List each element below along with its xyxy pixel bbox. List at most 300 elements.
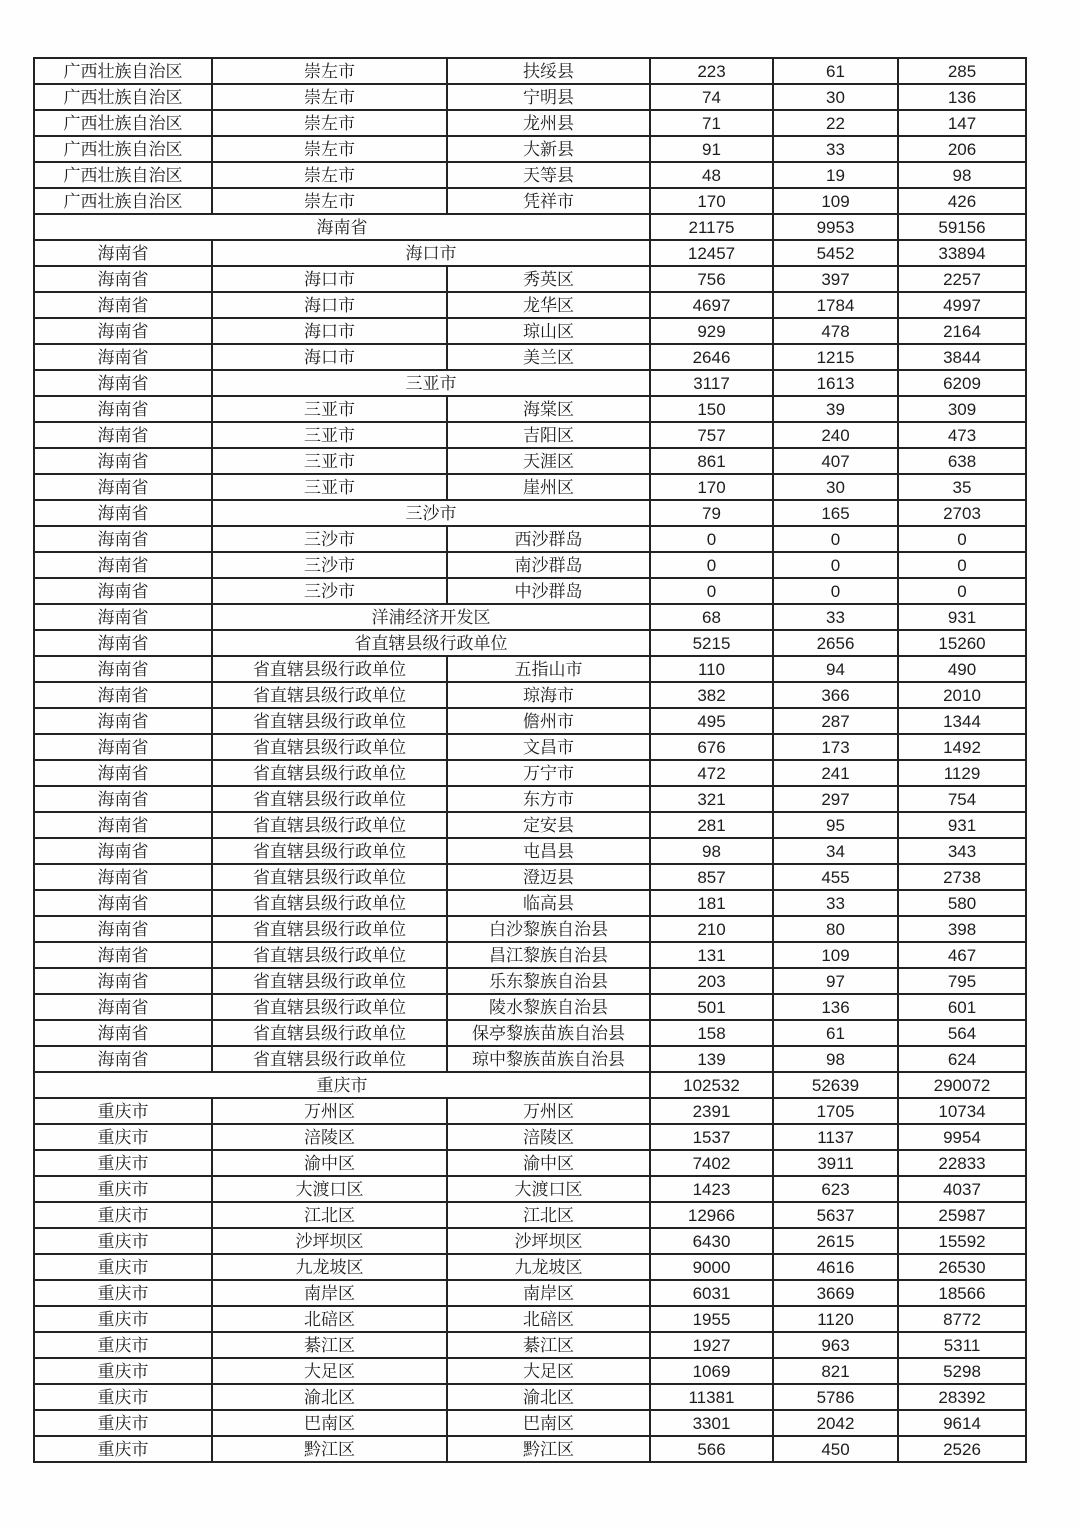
count-cell: 566 bbox=[650, 1436, 773, 1462]
count-cell: 3911 bbox=[773, 1150, 898, 1176]
count-cell: 1927 bbox=[650, 1332, 773, 1358]
count-cell: 2010 bbox=[898, 682, 1026, 708]
count-cell: 3844 bbox=[898, 344, 1026, 370]
count-cell: 12457 bbox=[650, 240, 773, 266]
count-cell: 15260 bbox=[898, 630, 1026, 656]
region-cell: 三沙市 bbox=[212, 552, 447, 578]
region-cell: 江北区 bbox=[212, 1202, 447, 1228]
region-cell: 广西壮族自治区 bbox=[34, 188, 212, 214]
count-cell: 343 bbox=[898, 838, 1026, 864]
count-cell: 3669 bbox=[773, 1280, 898, 1306]
count-cell: 3117 bbox=[650, 370, 773, 396]
region-cell: 琼中黎族苗族自治县 bbox=[447, 1046, 650, 1072]
region-cell: 綦江区 bbox=[212, 1332, 447, 1358]
count-cell: 94 bbox=[773, 656, 898, 682]
count-cell: 15592 bbox=[898, 1228, 1026, 1254]
table-row bbox=[34, 812, 1026, 838]
region-cell: 三亚市 bbox=[212, 370, 650, 396]
region-cell: 海口市 bbox=[212, 266, 447, 292]
count-cell: 1129 bbox=[898, 760, 1026, 786]
region-cell: 海南省 bbox=[34, 994, 212, 1020]
region-cell: 重庆市 bbox=[34, 1436, 212, 1462]
table-row bbox=[34, 1202, 1026, 1228]
region-cell: 三沙市 bbox=[212, 526, 447, 552]
count-cell: 35 bbox=[898, 474, 1026, 500]
region-cell: 重庆市 bbox=[34, 1410, 212, 1436]
count-cell: 287 bbox=[773, 708, 898, 734]
region-cell: 沙坪坝区 bbox=[447, 1228, 650, 1254]
region-cell: 海南省 bbox=[34, 526, 212, 552]
table-row bbox=[34, 1150, 1026, 1176]
region-cell: 渝北区 bbox=[212, 1384, 447, 1410]
count-cell: 1137 bbox=[773, 1124, 898, 1150]
region-cell: 天等县 bbox=[447, 162, 650, 188]
count-cell: 638 bbox=[898, 448, 1026, 474]
count-cell: 407 bbox=[773, 448, 898, 474]
region-cell: 海口市 bbox=[212, 240, 650, 266]
count-cell: 19 bbox=[773, 162, 898, 188]
region-cell: 海南省 bbox=[34, 734, 212, 760]
region-cell: 三亚市 bbox=[212, 396, 447, 422]
region-cell: 省直辖县级行政单位 bbox=[212, 968, 447, 994]
count-cell: 181 bbox=[650, 890, 773, 916]
table-row bbox=[34, 474, 1026, 500]
count-cell: 59156 bbox=[898, 214, 1026, 240]
count-cell: 1492 bbox=[898, 734, 1026, 760]
table-row bbox=[34, 1020, 1026, 1046]
table-row bbox=[34, 370, 1026, 396]
region-cell: 重庆市 bbox=[34, 1228, 212, 1254]
region-cell: 大渡口区 bbox=[212, 1176, 447, 1202]
region-cell: 大渡口区 bbox=[447, 1176, 650, 1202]
count-cell: 2042 bbox=[773, 1410, 898, 1436]
count-cell: 4616 bbox=[773, 1254, 898, 1280]
region-cell: 海南省 bbox=[34, 682, 212, 708]
region-cell: 海南省 bbox=[34, 1046, 212, 1072]
region-cell: 大足区 bbox=[447, 1358, 650, 1384]
region-cell: 海南省 bbox=[34, 318, 212, 344]
count-cell: 2703 bbox=[898, 500, 1026, 526]
count-cell: 170 bbox=[650, 188, 773, 214]
region-cell: 海南省 bbox=[34, 500, 212, 526]
region-cell: 大新县 bbox=[447, 136, 650, 162]
table-row bbox=[34, 1332, 1026, 1358]
table-row bbox=[34, 786, 1026, 812]
region-cell: 省直辖县级行政单位 bbox=[212, 838, 447, 864]
count-cell: 5786 bbox=[773, 1384, 898, 1410]
region-cell: 海南省 bbox=[34, 812, 212, 838]
count-cell: 495 bbox=[650, 708, 773, 734]
count-cell: 6031 bbox=[650, 1280, 773, 1306]
count-cell: 91 bbox=[650, 136, 773, 162]
count-cell: 210 bbox=[650, 916, 773, 942]
count-cell: 241 bbox=[773, 760, 898, 786]
region-cell: 海口市 bbox=[212, 344, 447, 370]
count-cell: 61 bbox=[773, 58, 898, 84]
count-cell: 2656 bbox=[773, 630, 898, 656]
table-row bbox=[34, 994, 1026, 1020]
count-cell: 9000 bbox=[650, 1254, 773, 1280]
count-cell: 931 bbox=[898, 812, 1026, 838]
count-cell: 22833 bbox=[898, 1150, 1026, 1176]
region-cell: 重庆市 bbox=[34, 1254, 212, 1280]
count-cell: 757 bbox=[650, 422, 773, 448]
count-cell: 26530 bbox=[898, 1254, 1026, 1280]
count-cell: 1955 bbox=[650, 1306, 773, 1332]
region-cell: 广西壮族自治区 bbox=[34, 162, 212, 188]
count-cell: 110 bbox=[650, 656, 773, 682]
count-cell: 450 bbox=[773, 1436, 898, 1462]
region-cell: 巴南区 bbox=[447, 1410, 650, 1436]
count-cell: 48 bbox=[650, 162, 773, 188]
table-row bbox=[34, 1384, 1026, 1410]
count-cell: 1613 bbox=[773, 370, 898, 396]
table-row bbox=[34, 396, 1026, 422]
region-cell: 重庆市 bbox=[34, 1280, 212, 1306]
region-cell: 秀英区 bbox=[447, 266, 650, 292]
region-cell: 海南省 bbox=[34, 968, 212, 994]
region-cell: 渝中区 bbox=[212, 1150, 447, 1176]
region-cell: 琼山区 bbox=[447, 318, 650, 344]
count-cell: 150 bbox=[650, 396, 773, 422]
region-cell: 渝中区 bbox=[447, 1150, 650, 1176]
count-cell: 170 bbox=[650, 474, 773, 500]
region-cell: 海南省 bbox=[34, 630, 212, 656]
region-cell: 北碚区 bbox=[447, 1306, 650, 1332]
region-cell: 省直辖县级行政单位 bbox=[212, 812, 447, 838]
count-cell: 455 bbox=[773, 864, 898, 890]
region-cell: 海南省 bbox=[34, 266, 212, 292]
region-cell: 海南省 bbox=[34, 838, 212, 864]
count-cell: 79 bbox=[650, 500, 773, 526]
count-cell: 2615 bbox=[773, 1228, 898, 1254]
count-cell: 4997 bbox=[898, 292, 1026, 318]
region-cell: 省直辖县级行政单位 bbox=[212, 786, 447, 812]
count-cell: 4697 bbox=[650, 292, 773, 318]
region-cell: 大足区 bbox=[212, 1358, 447, 1384]
region-cell: 西沙群岛 bbox=[447, 526, 650, 552]
count-cell: 5215 bbox=[650, 630, 773, 656]
region-cell: 海南省 bbox=[34, 344, 212, 370]
count-cell: 676 bbox=[650, 734, 773, 760]
count-cell: 68 bbox=[650, 604, 773, 630]
count-cell: 756 bbox=[650, 266, 773, 292]
region-cell: 重庆市 bbox=[34, 1384, 212, 1410]
region-cell: 定安县 bbox=[447, 812, 650, 838]
region-cell: 三沙市 bbox=[212, 500, 650, 526]
region-cell: 省直辖县级行政单位 bbox=[212, 1046, 447, 1072]
count-cell: 33 bbox=[773, 604, 898, 630]
count-cell: 2164 bbox=[898, 318, 1026, 344]
table-row bbox=[34, 266, 1026, 292]
region-cell: 澄迈县 bbox=[447, 864, 650, 890]
region-cell: 重庆市 bbox=[34, 1150, 212, 1176]
region-cell: 重庆市 bbox=[34, 1202, 212, 1228]
region-cell: 海口市 bbox=[212, 318, 447, 344]
table-row bbox=[34, 188, 1026, 214]
table-row bbox=[34, 734, 1026, 760]
region-cell: 重庆市 bbox=[34, 1176, 212, 1202]
count-cell: 5637 bbox=[773, 1202, 898, 1228]
count-cell: 11381 bbox=[650, 1384, 773, 1410]
count-cell: 963 bbox=[773, 1332, 898, 1358]
count-cell: 33 bbox=[773, 136, 898, 162]
region-cell: 海南省 bbox=[34, 448, 212, 474]
count-cell: 98 bbox=[898, 162, 1026, 188]
admin-divisions-table bbox=[33, 57, 1027, 1463]
count-cell: 398 bbox=[898, 916, 1026, 942]
count-cell: 102532 bbox=[650, 1072, 773, 1098]
count-cell: 109 bbox=[773, 942, 898, 968]
region-cell: 南沙群岛 bbox=[447, 552, 650, 578]
table-row bbox=[34, 968, 1026, 994]
table-row bbox=[34, 110, 1026, 136]
count-cell: 8772 bbox=[898, 1306, 1026, 1332]
table-row bbox=[34, 578, 1026, 604]
region-cell: 广西壮族自治区 bbox=[34, 84, 212, 110]
region-cell: 重庆市 bbox=[34, 1306, 212, 1332]
count-cell: 34 bbox=[773, 838, 898, 864]
region-cell: 崇左市 bbox=[212, 84, 447, 110]
count-cell: 2738 bbox=[898, 864, 1026, 890]
count-cell: 861 bbox=[650, 448, 773, 474]
region-cell: 文昌市 bbox=[447, 734, 650, 760]
region-cell: 三亚市 bbox=[212, 474, 447, 500]
table-row bbox=[34, 1254, 1026, 1280]
region-cell: 中沙群岛 bbox=[447, 578, 650, 604]
region-cell: 海南省 bbox=[34, 292, 212, 318]
region-cell: 美兰区 bbox=[447, 344, 650, 370]
count-cell: 9953 bbox=[773, 214, 898, 240]
table-row bbox=[34, 162, 1026, 188]
count-cell: 139 bbox=[650, 1046, 773, 1072]
count-cell: 397 bbox=[773, 266, 898, 292]
count-cell: 136 bbox=[773, 994, 898, 1020]
count-cell: 21175 bbox=[650, 214, 773, 240]
count-cell: 74 bbox=[650, 84, 773, 110]
region-cell: 吉阳区 bbox=[447, 422, 650, 448]
region-cell: 海棠区 bbox=[447, 396, 650, 422]
region-cell: 九龙坡区 bbox=[447, 1254, 650, 1280]
region-cell: 海南省 bbox=[34, 422, 212, 448]
table-row bbox=[34, 552, 1026, 578]
table-row bbox=[34, 318, 1026, 344]
table-row bbox=[34, 1410, 1026, 1436]
count-cell: 30 bbox=[773, 474, 898, 500]
count-cell: 564 bbox=[898, 1020, 1026, 1046]
region-cell: 重庆市 bbox=[34, 1332, 212, 1358]
region-cell: 省直辖县级行政单位 bbox=[212, 656, 447, 682]
count-cell: 623 bbox=[773, 1176, 898, 1202]
count-cell: 290072 bbox=[898, 1072, 1026, 1098]
region-cell: 崖州区 bbox=[447, 474, 650, 500]
count-cell: 366 bbox=[773, 682, 898, 708]
region-cell: 崇左市 bbox=[212, 188, 447, 214]
region-cell: 崇左市 bbox=[212, 162, 447, 188]
count-cell: 2257 bbox=[898, 266, 1026, 292]
region-cell: 保亭黎族苗族自治县 bbox=[447, 1020, 650, 1046]
table-row bbox=[34, 1072, 1026, 1098]
count-cell: 5311 bbox=[898, 1332, 1026, 1358]
region-cell: 万宁市 bbox=[447, 760, 650, 786]
count-cell: 478 bbox=[773, 318, 898, 344]
region-cell: 省直辖县级行政单位 bbox=[212, 942, 447, 968]
count-cell: 33894 bbox=[898, 240, 1026, 266]
count-cell: 382 bbox=[650, 682, 773, 708]
region-cell: 万州区 bbox=[447, 1098, 650, 1124]
table-row bbox=[34, 1358, 1026, 1384]
count-cell: 0 bbox=[650, 578, 773, 604]
table-row bbox=[34, 136, 1026, 162]
count-cell: 33 bbox=[773, 890, 898, 916]
table-row bbox=[34, 84, 1026, 110]
region-cell: 重庆市 bbox=[34, 1098, 212, 1124]
table-row bbox=[34, 1176, 1026, 1202]
count-cell: 0 bbox=[650, 526, 773, 552]
region-cell: 扶绥县 bbox=[447, 58, 650, 84]
table-row bbox=[34, 604, 1026, 630]
table-row bbox=[34, 344, 1026, 370]
region-cell: 海南省 bbox=[34, 604, 212, 630]
table-row bbox=[34, 422, 1026, 448]
region-cell: 三亚市 bbox=[212, 422, 447, 448]
table-row bbox=[34, 58, 1026, 84]
count-cell: 0 bbox=[773, 526, 898, 552]
count-cell: 821 bbox=[773, 1358, 898, 1384]
count-cell: 61 bbox=[773, 1020, 898, 1046]
region-cell: 龙州县 bbox=[447, 110, 650, 136]
count-cell: 223 bbox=[650, 58, 773, 84]
count-cell: 6430 bbox=[650, 1228, 773, 1254]
table-row bbox=[34, 708, 1026, 734]
table-row bbox=[34, 448, 1026, 474]
region-cell: 屯昌县 bbox=[447, 838, 650, 864]
region-cell: 沙坪坝区 bbox=[212, 1228, 447, 1254]
count-cell: 1537 bbox=[650, 1124, 773, 1150]
count-cell: 285 bbox=[898, 58, 1026, 84]
region-cell: 崇左市 bbox=[212, 58, 447, 84]
region-cell: 崇左市 bbox=[212, 136, 447, 162]
region-cell: 海南省 bbox=[34, 396, 212, 422]
region-cell: 省直辖县级行政单位 bbox=[212, 916, 447, 942]
count-cell: 1423 bbox=[650, 1176, 773, 1202]
count-cell: 22 bbox=[773, 110, 898, 136]
count-cell: 4037 bbox=[898, 1176, 1026, 1202]
count-cell: 240 bbox=[773, 422, 898, 448]
region-cell: 南岸区 bbox=[212, 1280, 447, 1306]
count-cell: 0 bbox=[898, 552, 1026, 578]
region-cell: 黔江区 bbox=[447, 1436, 650, 1462]
count-cell: 624 bbox=[898, 1046, 1026, 1072]
count-cell: 39 bbox=[773, 396, 898, 422]
region-cell: 海南省 bbox=[34, 760, 212, 786]
count-cell: 71 bbox=[650, 110, 773, 136]
region-cell: 省直辖县级行政单位 bbox=[212, 682, 447, 708]
count-cell: 2526 bbox=[898, 1436, 1026, 1462]
count-cell: 136 bbox=[898, 84, 1026, 110]
count-cell: 206 bbox=[898, 136, 1026, 162]
region-cell: 三沙市 bbox=[212, 578, 447, 604]
region-cell: 海南省 bbox=[34, 578, 212, 604]
region-cell: 东方市 bbox=[447, 786, 650, 812]
count-cell: 10734 bbox=[898, 1098, 1026, 1124]
region-cell: 凭祥市 bbox=[447, 188, 650, 214]
table-row bbox=[34, 1228, 1026, 1254]
count-cell: 2391 bbox=[650, 1098, 773, 1124]
region-cell: 省直辖县级行政单位 bbox=[212, 994, 447, 1020]
count-cell: 929 bbox=[650, 318, 773, 344]
count-cell: 12966 bbox=[650, 1202, 773, 1228]
region-cell: 重庆市 bbox=[34, 1124, 212, 1150]
region-cell: 北碚区 bbox=[212, 1306, 447, 1332]
count-cell: 309 bbox=[898, 396, 1026, 422]
region-cell: 海南省 bbox=[34, 1020, 212, 1046]
table-row bbox=[34, 630, 1026, 656]
region-cell: 江北区 bbox=[447, 1202, 650, 1228]
count-cell: 98 bbox=[650, 838, 773, 864]
region-cell: 广西壮族自治区 bbox=[34, 136, 212, 162]
table-row bbox=[34, 526, 1026, 552]
table-row bbox=[34, 1306, 1026, 1332]
table-row bbox=[34, 1124, 1026, 1150]
table-row bbox=[34, 916, 1026, 942]
count-cell: 147 bbox=[898, 110, 1026, 136]
region-cell: 海南省 bbox=[34, 552, 212, 578]
count-cell: 109 bbox=[773, 188, 898, 214]
region-cell: 龙华区 bbox=[447, 292, 650, 318]
region-cell: 省直辖县级行政单位 bbox=[212, 760, 447, 786]
region-cell: 綦江区 bbox=[447, 1332, 650, 1358]
count-cell: 1344 bbox=[898, 708, 1026, 734]
region-cell: 省直辖县级行政单位 bbox=[212, 630, 650, 656]
table-body bbox=[34, 58, 1026, 1462]
region-cell: 宁明县 bbox=[447, 84, 650, 110]
region-cell: 南岸区 bbox=[447, 1280, 650, 1306]
count-cell: 7402 bbox=[650, 1150, 773, 1176]
count-cell: 1705 bbox=[773, 1098, 898, 1124]
count-cell: 5452 bbox=[773, 240, 898, 266]
count-cell: 30 bbox=[773, 84, 898, 110]
count-cell: 1069 bbox=[650, 1358, 773, 1384]
table-row bbox=[34, 292, 1026, 318]
count-cell: 173 bbox=[773, 734, 898, 760]
count-cell: 0 bbox=[773, 578, 898, 604]
region-cell: 海南省 bbox=[34, 916, 212, 942]
count-cell: 467 bbox=[898, 942, 1026, 968]
table-row bbox=[34, 864, 1026, 890]
region-cell: 海南省 bbox=[34, 214, 650, 240]
count-cell: 1120 bbox=[773, 1306, 898, 1332]
region-cell: 海南省 bbox=[34, 474, 212, 500]
region-cell: 崇左市 bbox=[212, 110, 447, 136]
region-cell: 万州区 bbox=[212, 1098, 447, 1124]
count-cell: 0 bbox=[898, 526, 1026, 552]
count-cell: 9614 bbox=[898, 1410, 1026, 1436]
table-row bbox=[34, 656, 1026, 682]
count-cell: 0 bbox=[773, 552, 898, 578]
count-cell: 0 bbox=[650, 552, 773, 578]
region-cell: 重庆市 bbox=[34, 1072, 650, 1098]
region-cell: 省直辖县级行政单位 bbox=[212, 890, 447, 916]
region-cell: 省直辖县级行政单位 bbox=[212, 1020, 447, 1046]
region-cell: 白沙黎族自治县 bbox=[447, 916, 650, 942]
count-cell: 601 bbox=[898, 994, 1026, 1020]
count-cell: 321 bbox=[650, 786, 773, 812]
count-cell: 501 bbox=[650, 994, 773, 1020]
region-cell: 乐东黎族自治县 bbox=[447, 968, 650, 994]
count-cell: 52639 bbox=[773, 1072, 898, 1098]
count-cell: 931 bbox=[898, 604, 1026, 630]
